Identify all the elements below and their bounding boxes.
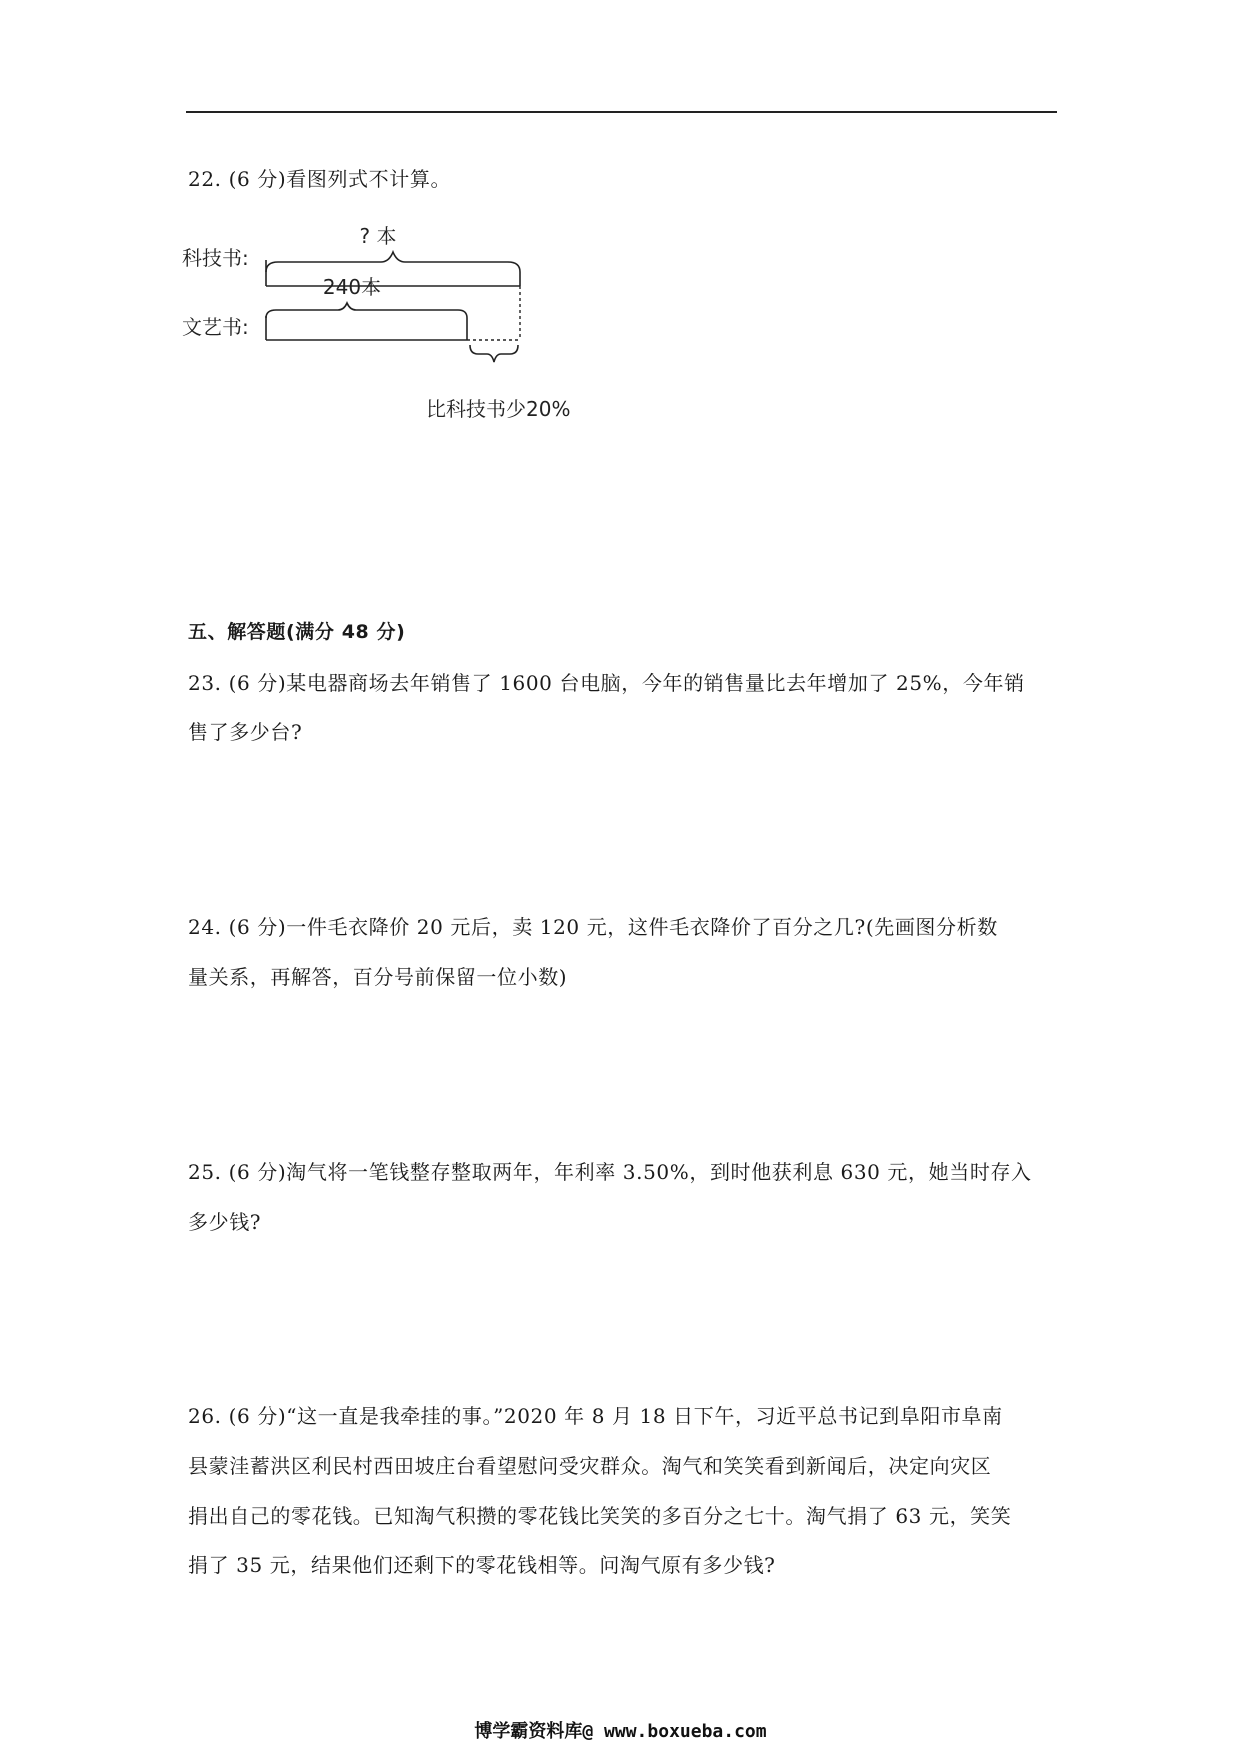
bottom-label: 比科技书少20% <box>426 397 571 421</box>
question-24-line-2: 量关系，再解答，百分号前保留一位小数) <box>188 965 568 989</box>
question-22-text: 22. (6 分)看图列式不计算。 <box>188 167 452 191</box>
question-23-line-1: 23. (6 分)某电器商场去年销售了 1600 台电脑，今年的销售量比去年增加了 25%，今年销 <box>188 671 1025 695</box>
question-25-line-1: 25. (6 分)淘气将一笔钱整存整取两年，年利率 3.50%，到时他获利息 630 元，她当时存入 <box>188 1160 1032 1184</box>
question-26-line-4: 捐了 35 元，结果他们还剩下的零花钱相等。问淘气原有多少钱? <box>188 1553 776 1577</box>
question-26-line-1: 26. (6 分)“这一直是我牵挂的事。”2020 年 8 月 18 日下午，习近平总书记到阜阳市阜南 <box>188 1404 1003 1428</box>
section-5-heading: 五、解答题(满分 48 分) <box>188 621 406 643</box>
top-brace <box>266 252 520 272</box>
question-26-line-3: 捐出自己的零花钱。已知淘气积攒的零花钱比笑笑的多百分之七十。淘气捐了 63 元，笑笑 <box>188 1504 1012 1528</box>
question-24-line-1: 24. (6 分)一件毛衣降价 20 元后，卖 120 元，这件毛衣降价了百分之几?(先画图分析数 <box>188 915 998 939</box>
mid-brace <box>266 303 467 318</box>
question-23-line-2: 售了多少台? <box>188 720 303 744</box>
row1-label: 科技书: <box>182 246 249 270</box>
footer-watermark: 博学霸资料库@ www.boxueba.com <box>474 1721 767 1742</box>
header-rule <box>186 111 1057 113</box>
question-25-line-2: 多少钱? <box>188 1210 262 1234</box>
row2-label: 文艺书: <box>182 315 249 339</box>
top-label: ? 本 <box>359 224 397 248</box>
mid-label: 240本 <box>322 275 382 299</box>
question-26-line-2: 县蒙洼蓄洪区利民村西田坡庄台看望慰问受灾群众。淘气和笑笑看到新闻后，决定向灾区 <box>188 1454 992 1478</box>
bottom-brace <box>470 345 518 362</box>
line-segment-diagram <box>182 220 640 435</box>
